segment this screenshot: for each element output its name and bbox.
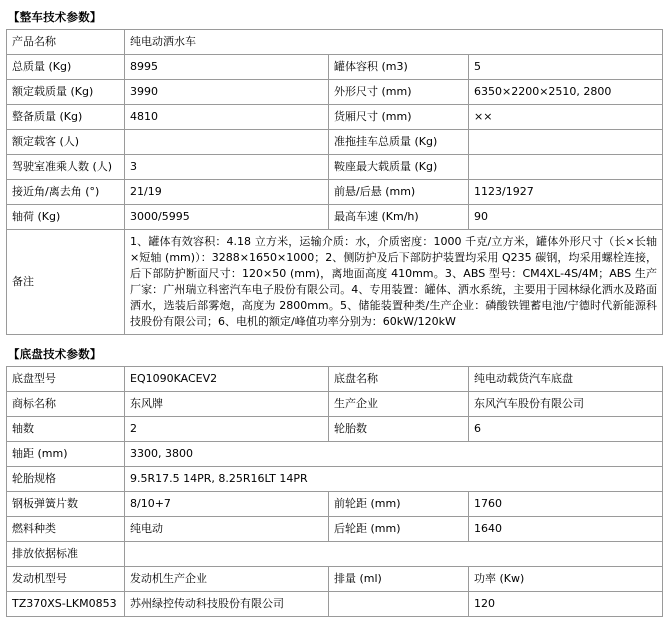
table-row bbox=[7, 592, 663, 617]
cell-value: ×× bbox=[469, 105, 663, 130]
table-row bbox=[7, 567, 663, 592]
table-row bbox=[7, 155, 663, 180]
cell-value: 21/19 bbox=[125, 180, 329, 205]
cell-value-remark bbox=[125, 230, 663, 335]
table-row bbox=[7, 517, 663, 542]
cell-value: 3990 bbox=[125, 80, 329, 105]
cell-label: 发动机型号 bbox=[7, 567, 125, 592]
cell-value bbox=[125, 130, 329, 155]
cell-label: 最高车速 (Km/h) bbox=[329, 205, 469, 230]
cell-value: 1760 bbox=[469, 492, 663, 517]
cell-value: 8995 bbox=[125, 55, 329, 80]
cell-label: 轴数 bbox=[7, 417, 125, 442]
cell-value bbox=[125, 542, 663, 567]
cell-value bbox=[469, 155, 663, 180]
cell-value: 4810 bbox=[125, 105, 329, 130]
cell-value: 3000/5995 bbox=[125, 205, 329, 230]
cell-label: 货厢尺寸 (mm) bbox=[329, 105, 469, 130]
cell-value bbox=[469, 130, 663, 155]
cell-label: 排量 (ml) bbox=[329, 567, 469, 592]
table-row bbox=[7, 30, 663, 55]
cell-value: 3300, 3800 bbox=[125, 442, 663, 467]
cell-value: 6350×2200×2510, 2800 bbox=[469, 80, 663, 105]
cell-value: EQ1090KACEV2 bbox=[125, 367, 329, 392]
cell-label: 后轮距 (mm) bbox=[329, 517, 469, 542]
cell-value: 纯电动 bbox=[125, 517, 329, 542]
cell-value: 2 bbox=[125, 417, 329, 442]
cell-label: 外形尺寸 (mm) bbox=[329, 80, 469, 105]
cell-value: 6 bbox=[469, 417, 663, 442]
cell-label: 准拖挂车总质量 (Kg) bbox=[329, 130, 469, 155]
cell-label: 额定载质量 (Kg) bbox=[7, 80, 125, 105]
section-gap bbox=[6, 335, 662, 343]
cell-label: TZ370XS-LKM0853 bbox=[7, 592, 125, 617]
cell-label: 前悬/后悬 (mm) bbox=[329, 180, 469, 205]
cell-value: 东风牌 bbox=[125, 392, 329, 417]
cell-value: 5 bbox=[469, 55, 663, 80]
cell-value: 9.5R17.5 14PR, 8.25R16LT 14PR bbox=[125, 467, 663, 492]
cell-label: 商标名称 bbox=[7, 392, 125, 417]
cell-label: 燃料种类 bbox=[7, 517, 125, 542]
table-row-remark bbox=[7, 230, 663, 335]
table-row bbox=[7, 105, 663, 130]
cell-label: 驾驶室准乘人数 (人) bbox=[7, 155, 125, 180]
table-row bbox=[7, 367, 663, 392]
cell-value: 纯电动载货汽车底盘 bbox=[469, 367, 663, 392]
cell-label: 整备质量 (Kg) bbox=[7, 105, 125, 130]
table-row bbox=[7, 417, 663, 442]
chassis-spec-table bbox=[6, 366, 663, 617]
cell-label: 前轮距 (mm) bbox=[329, 492, 469, 517]
cell-value: 1123/1927 bbox=[469, 180, 663, 205]
table-row bbox=[7, 467, 663, 492]
vehicle-spec-table bbox=[6, 29, 663, 335]
table-row bbox=[7, 542, 663, 567]
cell-value: 苏州绿控传动科技股份有限公司 bbox=[125, 592, 329, 617]
cell-value: 东风汽车股份有限公司 bbox=[469, 392, 663, 417]
cell-label: 轮胎数 bbox=[329, 417, 469, 442]
cell-label: 产品名称 bbox=[7, 30, 125, 55]
cell-label: 生产企业 bbox=[329, 392, 469, 417]
table-row bbox=[7, 205, 663, 230]
cell-label: 钢板弹簧片数 bbox=[7, 492, 125, 517]
cell-value: 功率 (Kw) bbox=[469, 567, 663, 592]
cell-label: 罐体容积 (m3) bbox=[329, 55, 469, 80]
cell-value: 1640 bbox=[469, 517, 663, 542]
remark-text: 1、罐体有效容积：4.18 立方米，运输介质：水，介质密度：1000 千克/立方米，罐体外形尺寸（长×长轴×短轴 (mm)）：3288×1650×1000；2、侧防护及后下部防护装置均采用 Q235 碳钢，均采用螺栓连接，后下部防护断面尺寸：120×50 (mm)，离地面高度 410mm。3、ABS 型号：CM4XL-4S/4M；ABS 生产厂家：广州瑞立科密汽车电子股份有限公司。4、专用装置：罐体、洒水系统，主要用于园林绿化洒水及路面洒水，选装后部雾炮，高度为 2800mm。5、储能装置种类/生产企业：磷酸铁锂蓄电池/宁德时代新能源科技股份有限公司；6、电机的额定/峰值功率分别为：60kW/120kW bbox=[130, 235, 658, 328]
cell-label: 轴荷 (Kg) bbox=[7, 205, 125, 230]
table-row bbox=[7, 492, 663, 517]
cell-value: 8/10+7 bbox=[125, 492, 329, 517]
cell-label: 接近角/离去角 (°) bbox=[7, 180, 125, 205]
table-row bbox=[7, 55, 663, 80]
cell-label: 总质量 (Kg) bbox=[7, 55, 125, 80]
cell-label: 鞍座最大载质量 (Kg) bbox=[329, 155, 469, 180]
cell-label-remark: 备注 bbox=[7, 230, 125, 335]
cell-label: 轮胎规格 bbox=[7, 467, 125, 492]
table-row bbox=[7, 442, 663, 467]
cell-value: 90 bbox=[469, 205, 663, 230]
cell-label: 轴距 (mm) bbox=[7, 442, 125, 467]
cell-value: 纯电动洒水车 bbox=[125, 30, 663, 55]
table-row bbox=[7, 180, 663, 205]
cell-label: 额定载客 (人) bbox=[7, 130, 125, 155]
cell-value: 120 bbox=[469, 592, 663, 617]
section-title-vehicle: 【整车技术参数】 bbox=[8, 10, 102, 24]
table-row bbox=[7, 80, 663, 105]
cell-value: 3 bbox=[125, 155, 329, 180]
section-title-chassis: 【底盘技术参数】 bbox=[8, 347, 102, 361]
table-row bbox=[7, 392, 663, 417]
table-row bbox=[7, 130, 663, 155]
cell-label bbox=[329, 592, 469, 617]
cell-label: 底盘名称 bbox=[329, 367, 469, 392]
cell-label: 排放依据标准 bbox=[7, 542, 125, 567]
cell-label: 底盘型号 bbox=[7, 367, 125, 392]
cell-value: 发动机生产企业 bbox=[125, 567, 329, 592]
